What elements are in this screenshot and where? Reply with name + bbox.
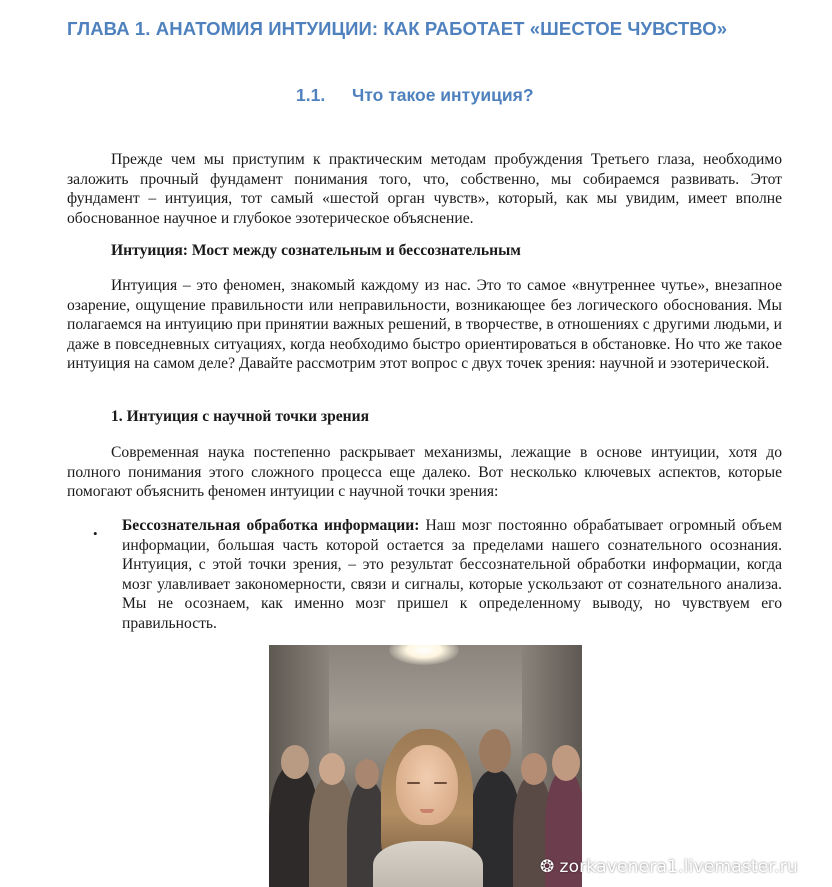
- watermark-text: zorkavenera1.livemaster.ru: [559, 857, 798, 877]
- photo-girl-crowd: [269, 645, 582, 887]
- science-paragraph: Современная наука постепенно раскрывает механизмы, лежащие в основе интуиции, хотя до полного понимания этого сложного процесса еще далеко. Вот несколько ключевых аспектов, которые помогают объяснить феномен интуиции с научной точки зрения:: [67, 444, 782, 500]
- chapter-title: ГЛАВА 1. АНАТОМИЯ ИНТУИЦИИ: КАК РАБОТАЕТ «ШЕСТОЕ ЧУВСТВО»: [67, 18, 728, 39]
- photo-girl-eye: [434, 782, 447, 784]
- photo-girl-eye: [407, 782, 420, 784]
- photo-person-head: [319, 753, 345, 785]
- bullet-text: Наш мозг постоянно обрабатывает огромный объем информации, большая часть которой остается за пределами нашего сознательного осознания. Интуиция, с этой точки зрения, – это результат бессознательной обработки информации, когда мозг улавливает закономерности, связи и сигналы, которые ускользают от сознательного анализа. Мы не осознаем, как именно мозг пришел к определенному выводу, но чувствуем его правильность.: [122, 517, 783, 632]
- watermark-logo-icon: ❂: [540, 857, 555, 877]
- section-number: 1.1.: [296, 85, 326, 105]
- science-paragraph-block: [67, 443, 782, 502]
- photo-person-head: [521, 753, 547, 785]
- photo-person-head: [552, 745, 580, 781]
- photo-girl-body: [373, 841, 483, 887]
- photo-person-head: [355, 759, 379, 789]
- bullet-term: Бессознательная обработка информации:: [122, 517, 420, 534]
- bullet-item: [122, 516, 782, 633]
- watermark: [540, 857, 798, 877]
- photo-ceiling-light: [389, 645, 459, 665]
- bridge-paragraph: Интуиция – это феномен, знакомый каждому из нас. Это то самое «внутреннее чутье», внезапное озарение, ощущение правильности или неправильности, возникающее без логического обоснования. Мы полагаемся на интуицию при принятии важных решений, в творчестве, в отношениях с другими людьми, и даже в повседневных ситуациях, когда необходимо быстро ориентироваться в обстановке. Но что же такое интуиция на самом деле? Давайте рассмотрим этот вопрос с двух точек зрения: научной и эзотерической.: [67, 277, 782, 372]
- subheading-bridge: Интуиция: Мост между сознательным и бессознательным: [111, 242, 521, 259]
- bridge-paragraph-block: [67, 276, 782, 374]
- intro-paragraph: Прежде чем мы приступим к практическим методам пробуждения Третьего глаза, необходимо заложить прочный фундамент понимания того, что, собственно, мы собираемся развивать. Этот фундамент – интуиция, тот самый «шестой орган чувств», который, как мы увидим, имеет вполне обоснованное научное и глубокое эзотерическое объяснение.: [67, 151, 782, 227]
- photo-girl-mouth: [420, 809, 434, 813]
- bullet-marker: •: [93, 526, 98, 541]
- section-title: [296, 85, 534, 106]
- photo-person-head: [281, 745, 309, 779]
- subheading-science: 1. Интуиция с научной точки зрения: [111, 408, 370, 425]
- photo-girl-face: [396, 745, 458, 825]
- section-title-text: Что такое интуиция?: [352, 85, 534, 105]
- photo-person-head: [479, 729, 511, 773]
- intro-paragraph-block: [67, 150, 782, 228]
